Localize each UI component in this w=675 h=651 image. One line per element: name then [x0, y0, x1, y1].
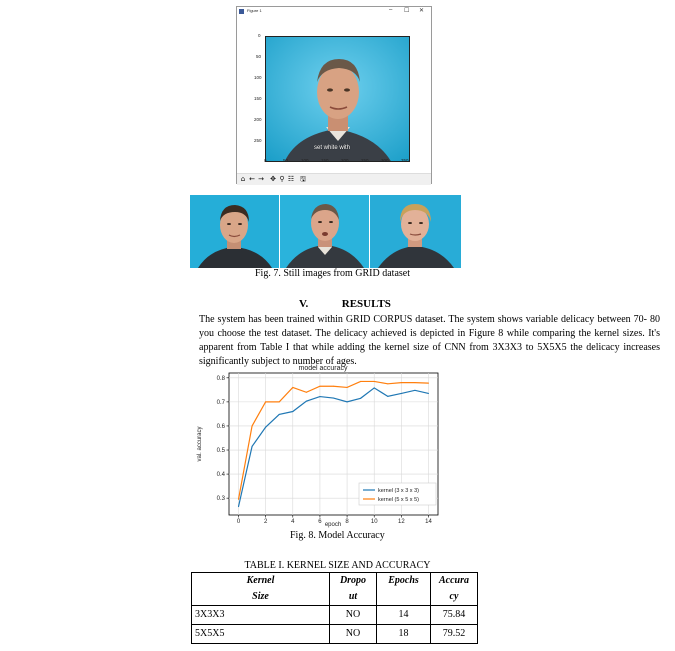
x-tick-label: 300 [381, 158, 389, 163]
x-tick-label: 250 [361, 158, 369, 163]
data-point [238, 499, 239, 500]
legend-label: kernel (5 x 5 x 5) [378, 497, 419, 503]
table-cell: NO [330, 625, 377, 644]
data-point [414, 382, 415, 383]
maximize-button[interactable]: ☐ [404, 8, 410, 14]
header-line: Size [252, 591, 269, 602]
header-kernel-size [192, 573, 330, 606]
y-tick-label: 50 [256, 54, 262, 59]
header-line: cy [449, 591, 459, 602]
y-axis-label: val. accuracy [197, 426, 203, 462]
header-accuracy [431, 573, 478, 606]
section-title: RESULTS [341, 298, 391, 310]
x-tick-label: 14 [425, 519, 432, 525]
chart-title: model accuracy [298, 365, 348, 372]
section-number: V. [299, 298, 309, 310]
data-point [252, 425, 253, 426]
data-point [306, 392, 307, 393]
video-frame-axes [265, 36, 410, 162]
data-point [279, 414, 280, 415]
x-tick-label: 0 [264, 158, 267, 163]
data-point [374, 381, 375, 382]
header-line: ut [348, 591, 358, 602]
figure-window [236, 6, 432, 184]
table-title: TABLE I. KERNEL SIZE AND ACCURACY [244, 560, 431, 571]
x-tick-label: 10 [370, 519, 378, 525]
data-point [414, 390, 415, 391]
x-tick-label: 350 [401, 158, 409, 163]
data-point [360, 381, 361, 382]
y-tick-label: 0.4 [216, 472, 225, 479]
data-point [333, 398, 334, 399]
subtitle-overlay: set white with [314, 145, 351, 151]
header-epochs [377, 573, 431, 606]
legend-label: kernel (3 x 3 x 3) [378, 488, 419, 494]
table-cell: 5X5X5 [192, 625, 330, 644]
x-tick-label: 0 [236, 519, 241, 525]
video-frame-image [266, 37, 410, 162]
close-button[interactable]: ✕ [419, 8, 425, 14]
y-tick-label: 0.6 [216, 423, 225, 430]
table-cell: 79.52 [431, 625, 478, 644]
figure-7-caption: Fig. 7. Still images from GRID dataset [255, 268, 410, 279]
still-image [190, 195, 279, 268]
data-point [401, 382, 402, 383]
y-tick-label: 100 [254, 75, 262, 80]
save-icon[interactable]: 🖫 [300, 175, 306, 183]
x-tick-label: 4 [291, 519, 295, 525]
y-tick-label: 0 [258, 33, 261, 38]
table-cell: 14 [377, 606, 431, 625]
table-cell: NO [330, 606, 377, 625]
data-point [347, 401, 348, 402]
data-point [238, 506, 239, 507]
back-icon[interactable]: ← [249, 175, 255, 183]
data-point [292, 411, 293, 412]
configure-icon[interactable]: ☷ [287, 175, 295, 183]
table-row [192, 606, 478, 625]
data-point [319, 386, 320, 387]
y-tick-label: 0.5 [216, 448, 225, 455]
pan-icon[interactable]: ✥ [270, 175, 276, 183]
data-point [360, 398, 361, 399]
data-point [428, 383, 429, 384]
data-point [401, 393, 402, 394]
table-cell: 75.84 [431, 606, 478, 625]
minimize-button[interactable]: – [389, 7, 393, 13]
data-point [374, 387, 375, 388]
header-dropout [330, 573, 377, 606]
y-tick-label: 200 [254, 117, 262, 122]
x-tick-label: 8 [345, 519, 349, 525]
x-axis-label: epoch [324, 522, 342, 528]
zoom-icon[interactable]: ⚲ [279, 175, 285, 183]
data-point [279, 401, 280, 402]
section-heading [299, 298, 391, 310]
home-icon[interactable]: ⌂ [240, 175, 246, 183]
series-line [239, 381, 429, 499]
x-tick-label: 6 [318, 519, 322, 525]
header-line: Dropo [339, 575, 367, 586]
x-tick-label: 150 [321, 158, 329, 163]
data-point [252, 446, 253, 447]
y-tick-label: 0.3 [216, 496, 225, 503]
y-tick-label: 0.8 [216, 375, 225, 382]
figure-toolbar [237, 173, 431, 185]
header-line: Accura [439, 575, 469, 586]
legend [359, 483, 436, 505]
data-point [347, 387, 348, 388]
data-point [387, 383, 388, 384]
data-point [387, 396, 388, 397]
figure-8-caption: Fig. 8. Model Accuracy [290, 530, 385, 541]
table-cell: 18 [377, 625, 431, 644]
data-point [333, 386, 334, 387]
data-point [306, 401, 307, 402]
still-image [280, 195, 369, 268]
model-accuracy-chart [188, 360, 448, 530]
results-paragraph: The system has been trained within GRID CORPUS dataset. The system shows variable delicacy between 70- 80 you choose the test dataset. The delicacy achieved is depicted in Figure 8 while comparing the kernel sizes. It's apparent from Table I that while adding the kernel size of CNN from 3X3X3 to 5X5X5 the delicacy increases significantly subject to number of ages. [199, 314, 660, 367]
data-point [292, 387, 293, 388]
kernel-size-accuracy-table [191, 572, 478, 644]
data-point [319, 396, 320, 397]
forward-icon[interactable]: → [258, 175, 264, 183]
data-point [265, 427, 266, 428]
x-tick-label: 200 [341, 158, 349, 163]
y-tick-label: 150 [254, 96, 262, 101]
y-tick-label: 0.7 [216, 399, 225, 406]
x-tick-label: 100 [301, 158, 309, 163]
data-point [428, 393, 429, 394]
figure-window-titlebar [237, 7, 431, 18]
figure-window-title: Figure 1 [247, 8, 262, 13]
table-cell: 3X3X3 [192, 606, 330, 625]
still-image [370, 195, 461, 268]
header-line: Kernel [246, 575, 275, 586]
x-tick-label: 12 [398, 519, 405, 525]
x-tick-label: 2 [263, 519, 268, 525]
header-line: Epochs [388, 575, 419, 586]
y-tick-label: 250 [254, 138, 262, 143]
table-header-row [192, 573, 478, 606]
table-row [192, 625, 478, 644]
data-point [265, 401, 266, 402]
app-icon [239, 9, 244, 14]
x-tick-label: 50 [283, 158, 289, 163]
